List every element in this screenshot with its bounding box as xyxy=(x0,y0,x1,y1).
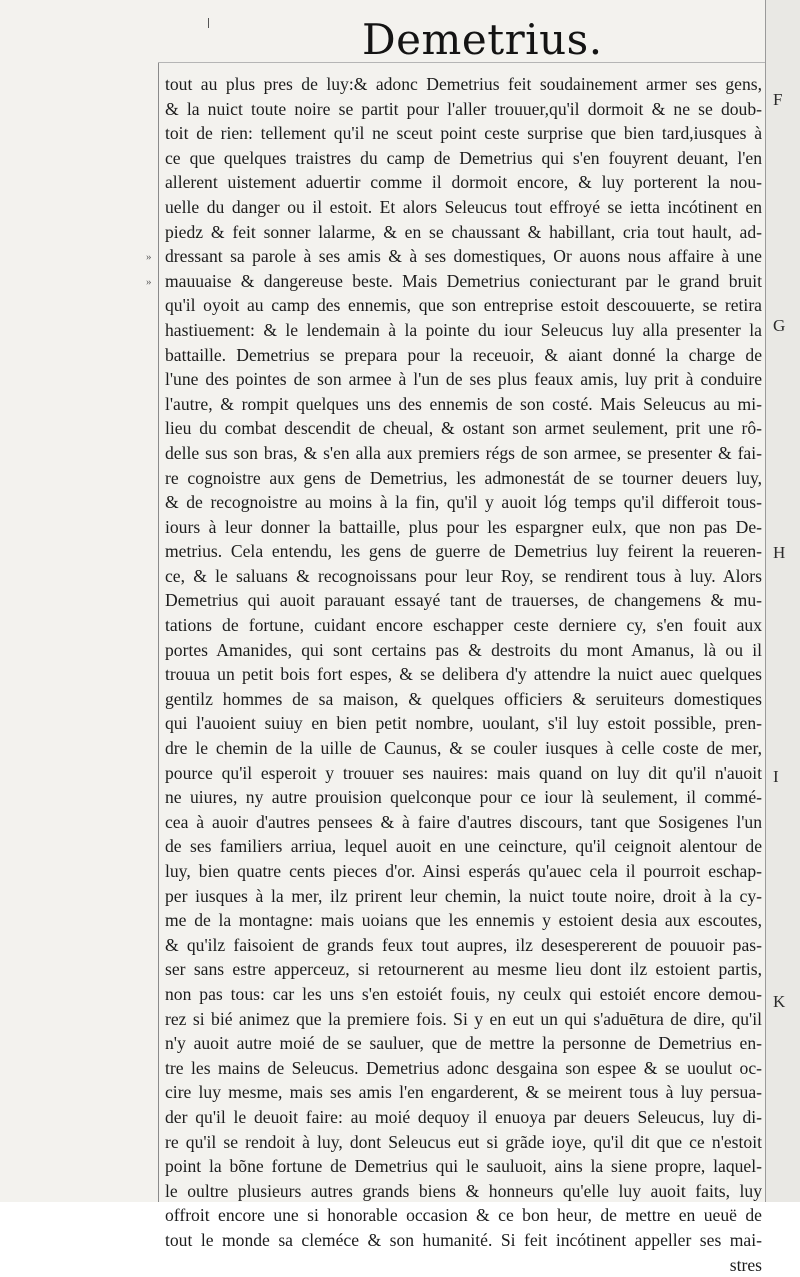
text-line: ne uiures, ny autre prouision quelconque pour ce iour là seulement, il commé- xyxy=(165,785,762,810)
text-line: ser sans estre apperceuz, si retournerent au mesme lieu dont ilz estoient partis, xyxy=(165,957,762,982)
text-line: tout au plus pres de luy:& adonc Demetrius feit soudainement armer ses gens, xyxy=(165,72,762,97)
text-line: hastiuement: & le lendemain à la pointe du iour Seleucus luy alla presenter la xyxy=(165,318,762,343)
text-line: tre les mains de Seleucus. Demetrius adonc desgaina son espee & se uoulut oc- xyxy=(165,1056,762,1081)
text-line: n'y auoit autre moié de se sauluer, que de mettre la personne de Demetrius en- xyxy=(165,1031,762,1056)
text-line: portes Amanides, qui sont certains pas & destroits du mont Amanus, là ou il xyxy=(165,638,762,663)
text-line: me de la montagne: mais uoians que les ennemis y estoient desia aux escoutes, xyxy=(165,908,762,933)
quote-marker: » xyxy=(146,250,152,264)
text-line: dressant sa parole à ses amis & à ses domestiques, Or auons nous affaire à une xyxy=(165,244,762,269)
section-marker-k: K xyxy=(773,992,785,1012)
text-line: re cognoistre aux gens de Demetrius, les admonestát de se tourner deuers luy, xyxy=(165,466,762,491)
text-line: cire luy mesme, mais ses amis l'en engarderent, & se meirent tous à luy persua- xyxy=(165,1080,762,1105)
text-line: & la nuict toute noire se partit pour l'aller trouuer,qu'il dormoit & ne se doub- xyxy=(165,97,762,122)
right-margin-rule xyxy=(765,0,766,1202)
text-line: & qu'ilz faisoient de grands feux tout aupres, ilz desespererent de pouuoir pas- xyxy=(165,933,762,958)
text-line: cea à auoir d'autres pensees & à faire d'autres discours, tant que Sosigenes l'un xyxy=(165,810,762,835)
text-line: pource qu'il esperoit y trouuer ses nauires: mais quand on luy dit qu'il n'auoit xyxy=(165,761,762,786)
text-line: per iusques à la mer, ilz prirent leur chemin, la nuict toute noire, droit à la cy- xyxy=(165,884,762,909)
text-line: mauuaise & dangereuse beste. Mais Demetrius coniecturant par le grand bruit xyxy=(165,269,762,294)
text-line: l'autre, & rompit quelques uns des ennemis de son costé. Mais Seleucus au mi- xyxy=(165,392,762,417)
text-line: delle sus son bras, & s'en alla aux premiers régs de son armee, se presenter & fai- xyxy=(165,441,762,466)
text-line: iours à leur donner la battaille, plus pour les espargner eulx, que non pas De- xyxy=(165,515,762,540)
text-line: qu'il oyoit au camp des ennemis, que son entreprise estoit descouuerte, se retira xyxy=(165,293,762,318)
body-text xyxy=(165,72,762,1277)
text-line: ce, & le saluans & recognoissans pour leur Roy, se rendirent tous à luy. Alors xyxy=(165,564,762,589)
text-line: trouua un petit bois fort espes, & se delibera d'y attendre la nuict auec quelques xyxy=(165,662,762,687)
text-line: piedz & feit sonner lalarme, & en se chaussant & habillant, cria tout hault, ad- xyxy=(165,220,762,245)
running-head: Demetrius. xyxy=(362,14,622,66)
text-line: re qu'il se rendoit à luy, dont Seleucus eut si grãde ioye, qu'il dit que ce n'estoit xyxy=(165,1130,762,1155)
text-line: Demetrius qui auoit parauant essayé tant de trauerses, de changemens & mu- xyxy=(165,588,762,613)
text-line: toit de rien: tellement qu'il ne sceut point ceste surprise que bien tard,iusques à xyxy=(165,121,762,146)
text-line: de ses familiers arriua, lequel auoit en une ceincture, qu'il ceignoit alentour de xyxy=(165,834,762,859)
text-line: battaille. Demetrius se prepara pour la receuoir, & aiant donné la charge de xyxy=(165,343,762,368)
section-marker-g: G xyxy=(773,316,785,336)
text-line: non pas tous: car les uns s'en estoiét fouis, ny ceulx qui estoiét encore demou- xyxy=(165,982,762,1007)
text-line: tout le monde sa cleméce & son humanité. Si feit incótinent appeller ses mai- xyxy=(165,1228,762,1253)
text-line: metrius. Cela entendu, les gens de guerre de Demetrius luy feirent la reueren- xyxy=(165,539,762,564)
text-line: le oultre plusieurs autres grands biens & honneurs qu'elle luy auoit faits, luy xyxy=(165,1179,762,1204)
text-line: der qu'il le deuoit faire: au moié dequoy il enuoya par deuers Seleucus, luy di- xyxy=(165,1105,762,1130)
print-mark xyxy=(208,18,209,28)
section-marker-h: H xyxy=(773,543,785,563)
text-line: gentilz hommes de sa maison, & quelques officiers & seruiteurs domestiques xyxy=(165,687,762,712)
quote-marker: » xyxy=(146,275,152,289)
text-line: ce que quelques traistres du camp de Demetrius qui s'en fouyrent deuant, l'en xyxy=(165,146,762,171)
catchword: stres xyxy=(165,1253,762,1277)
text-line: & de recognoistre au moins à la fin, qu'il y auoit lóg temps qu'il differoit tous- xyxy=(165,490,762,515)
text-line: tations de fortune, cuidant encore eschapper ceste derniere cy, s'en fouit aux xyxy=(165,613,762,638)
text-line: qui l'auoient suiuy en bien petit nombre, uoulant, s'il luy estoit possible, pren- xyxy=(165,711,762,736)
text-line: point la bõne fortune de Demetrius qui le sauluoit, ains la siene propre, laquel- xyxy=(165,1154,762,1179)
text-line: lieu du combat descendit de cheual, & ostant son armet seulement, prit une rô- xyxy=(165,416,762,441)
text-line: uelle du danger ou il estoit. Et alors Seleucus tout effroyé se ietta incótinent en xyxy=(165,195,762,220)
page-edge xyxy=(766,0,800,1202)
text-line: offroit encore une si honorable occasion & ce bon heur, de mettre en ueuë de xyxy=(165,1203,762,1228)
section-marker-i: I xyxy=(773,767,779,787)
text-line: dre le chemin de la uille de Caunus, & se couler iusques à celle coste de mer, xyxy=(165,736,762,761)
text-line: allerent uistement aduertir comme il dormoit encore, & luy porterent la nou- xyxy=(165,170,762,195)
section-marker-f: F xyxy=(773,90,782,110)
text-line: l'une des pointes de son armee à l'un de ses plus feaux amis, luy prit à conduire xyxy=(165,367,762,392)
text-line: rez si bié animez que la premiere fois. Si y en eut un qui s'aduētura de dire, qu'il xyxy=(165,1007,762,1032)
text-line: luy, bien quatre cents pieces d'or. Ainsi esperás qu'auec cela il pourroit eschap- xyxy=(165,859,762,884)
left-margin-rule xyxy=(158,62,159,1202)
